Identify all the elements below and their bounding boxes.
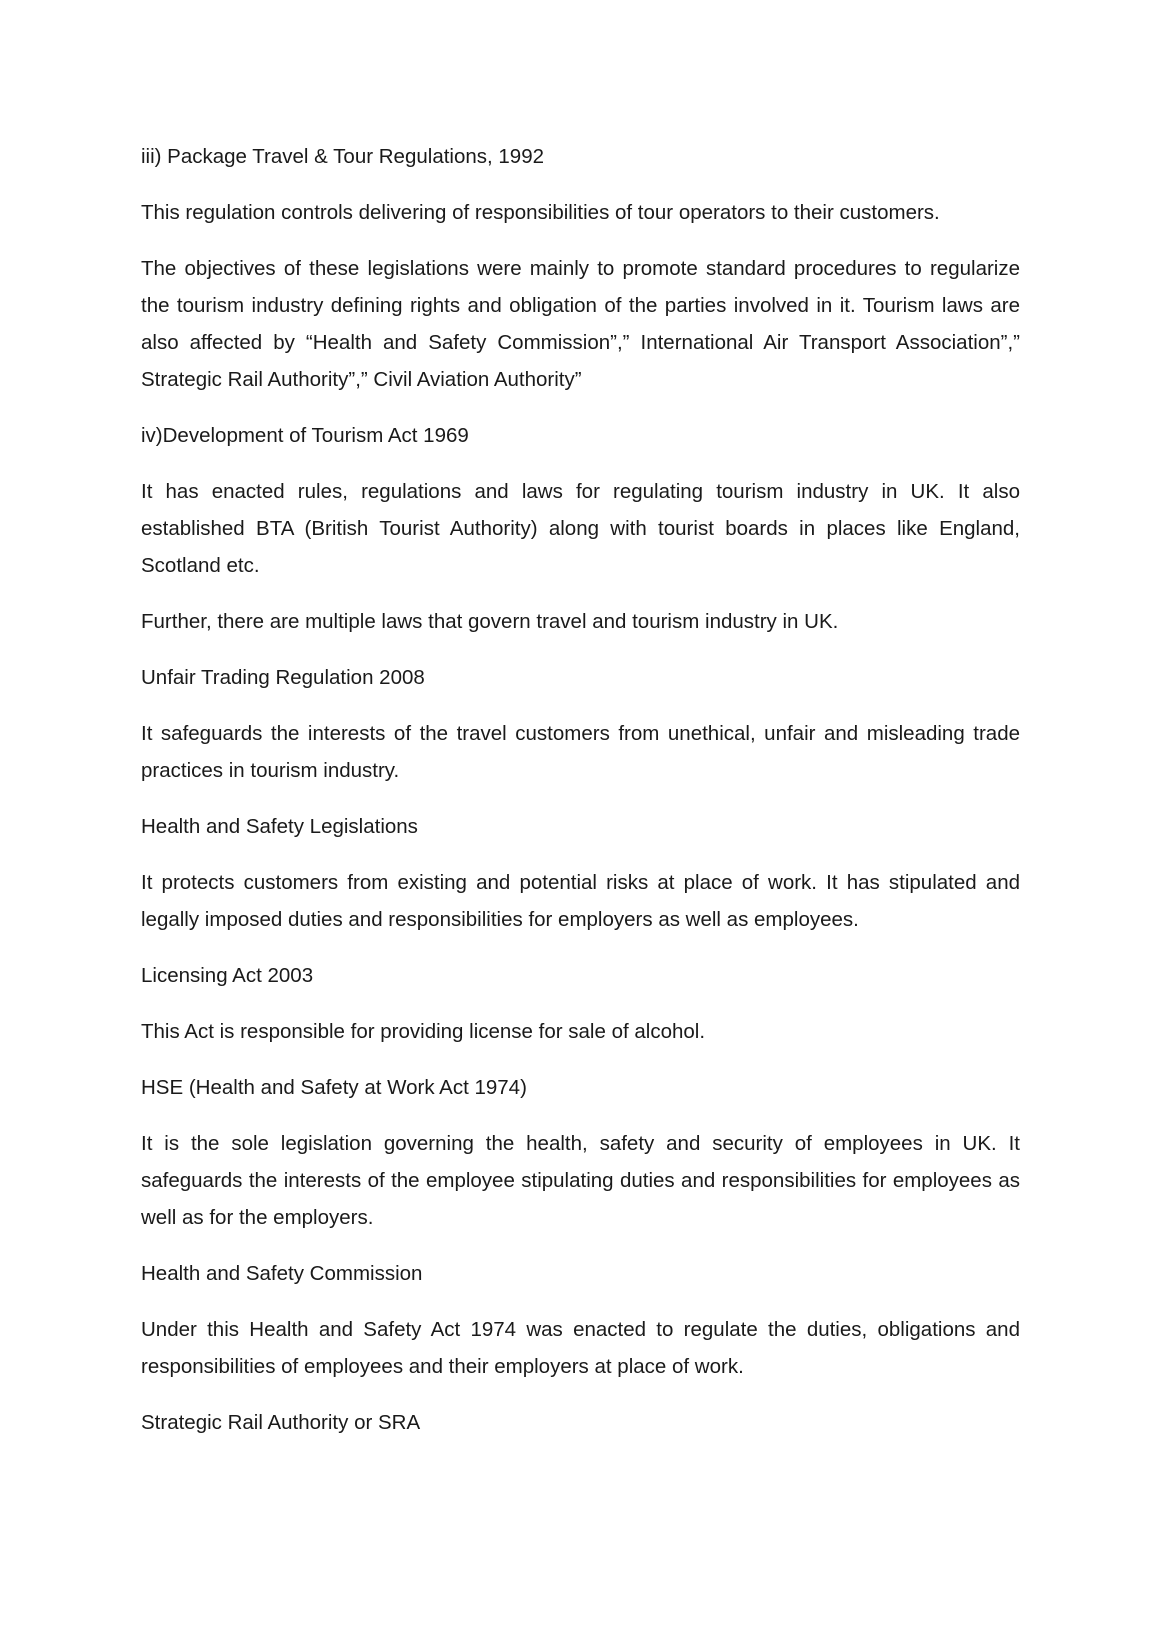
section-heading-health-safety-legislations: Health and Safety Legislations — [141, 815, 418, 838]
paragraph-licensing-act: This Act is responsible for providing license for sale of alcohol. — [141, 1020, 706, 1043]
paragraph-development-tourism-act: It has enacted rules, regulations and laws for regulating tourism industry in UK. It also established BTA (British Tourist Authority) along with tourist boards in places like England, Scotland etc. — [141, 480, 1020, 577]
section-heading-hse: HSE (Health and Safety at Work Act 1974) — [141, 1076, 527, 1099]
paragraph-objectives: The objectives of these legislations were mainly to promote standard procedures to regularize the tourism industry defining rights and obligation of the parties involved in it. Tourism laws are also affected by “Health and Safety Commission”,” International Air Transport Association”,” Strategic Rail Authority”,” Civil Aviation Authority” — [141, 257, 1020, 391]
section-heading-unfair-trading: Unfair Trading Regulation 2008 — [141, 666, 425, 689]
paragraph-multiple-laws: Further, there are multiple laws that govern travel and tourism industry in UK. — [141, 610, 839, 633]
section-heading-strategic-rail-authority: Strategic Rail Authority or SRA — [141, 1411, 421, 1434]
paragraph-health-safety-legislations: It protects customers from existing and potential risks at place of work. It has stipulated and legally imposed duties and responsibilities for employers as well as employees. — [141, 871, 1020, 931]
paragraph-package-travel: This regulation controls delivering of responsibilities of tour operators to their customers. — [141, 201, 940, 224]
section-heading-development-tourism-act: iv)Development of Tourism Act 1969 — [141, 424, 469, 447]
section-heading-licensing-act: Licensing Act 2003 — [141, 964, 314, 987]
paragraph-hse: It is the sole legislation governing the health, safety and security of employees in UK. It safeguards the interests of the employee stipulating duties and responsibilities for employees as well as for the employers. — [141, 1132, 1020, 1229]
section-heading-health-safety-commission: Health and Safety Commission — [141, 1262, 423, 1285]
section-heading-package-travel: iii) Package Travel & Tour Regulations, 1992 — [141, 145, 545, 168]
paragraph-health-safety-commission: Under this Health and Safety Act 1974 was enacted to regulate the duties, obligations and responsibilities of employees and their employers at place of work. — [141, 1318, 1020, 1378]
paragraph-unfair-trading: It safeguards the interests of the travel customers from unethical, unfair and misleading trade practices in tourism industry. — [141, 722, 1020, 782]
